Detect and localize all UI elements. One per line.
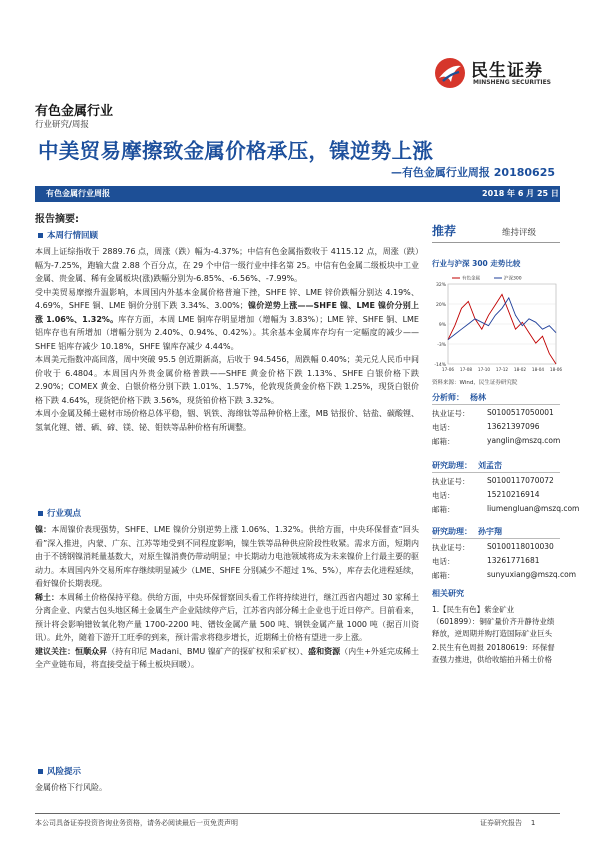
report-date: 2018 年 6 月 25 日: [482, 189, 559, 198]
divider: [432, 404, 560, 405]
analyst-info-row: 电话： 15210216914: [432, 490, 540, 500]
y-tick-label: -14%: [434, 363, 446, 368]
bullet-square-icon: [38, 511, 43, 516]
paragraph: 本周小金属及稀土磁材市场价格总体平稳，铟、钒铁、海绵钛等品种价格上涨，MB 钴报价、钴盐、碳酸锂、氢氧化锂、镨、硒、碲、镁、铋、钼铁等品种价格有所调整。: [35, 409, 419, 432]
bullet-square-icon: [38, 233, 43, 238]
x-tick-label: 18-04: [531, 367, 545, 372]
y-tick-label: 9%: [438, 323, 446, 328]
rating-main: 推荐: [432, 224, 457, 238]
paragraph: 稀土：本周稀土价格保持平稳。供给方面，中央环保督察回头看工作将持续进行，继江西省内超过 30 家稀土分离企业、内蒙古包头地区稀土金属生产企业陆续停产后，江苏省内部分稀土企业也于近日停产。目前看来，预计将会影响镨钕氧化物产量 1700-2200 吨、镨钕金属产量 500 吨、钢铁金属产量 1000 吨（据百川资讯）。此外，随着下游开工旺季的到来，预计需求将稳步增长，近期稀土价格有望进一步上涨。: [35, 592, 419, 642]
series-line-0: [448, 294, 556, 364]
divider: [432, 472, 560, 473]
analyst-info-row: 邮箱： liumengluan@mszq.com: [432, 504, 580, 514]
analyst-heading: 分析师： 杨林: [432, 393, 486, 402]
y-tick-label: -3%: [437, 343, 446, 348]
paragraph: 本周上证综指收于 2889.76 点，周涨（跌）幅为-4.37%；中信有色金属指数收于 4115.12 点，周涨（跌）幅为-7.25%，跑输大盘 2.88 个百分点，在 29 个中信一级行业中排名第 25。中信有色金属二级板块中工业金属、贵金属、稀有金属板块(涨)跌幅分别为-6.85%、-6.56%、-7.99%。: [35, 247, 419, 283]
report-type: 行业研究/周报: [35, 120, 89, 130]
section-body-views: [35, 523, 419, 672]
paragraph: 金属价格下行风险。: [35, 783, 107, 792]
x-tick-label: 18-02: [513, 367, 527, 372]
paragraph: 本周美元指数冲高回落，周中突破 95.5 创近期新高，后收于 94.5456，周跌幅 0.40%；美元兑人民币中间价收于 6.4804。本周国内外贵金属价格普跌——SHFE 黄金价格下跌 1.13%、SHFE 白银价格下跌 2.90%；COMEX 黄金、白银价格分别下跌 1.01%、1.57%，伦敦现货黄金价格下跌 1.25%，现货白银价格下跌 4.64%，现货钯价格下跌 3.56%，现货铂价格下跌 3.32%。: [35, 355, 419, 405]
y-tick-label: 20%: [435, 303, 446, 308]
analyst-info-row: 执业证号： S0100117070072: [432, 476, 554, 486]
summary-label: 报告摘要:: [35, 214, 79, 225]
brand-name-en: MINSHENG SECURITIES: [473, 79, 551, 86]
x-tick-label: 18-06: [549, 367, 563, 372]
analyst-info-row: 电话： 13261771681: [432, 556, 540, 566]
chart-source: 资料来源：Wind，民生证券研究院: [432, 380, 518, 386]
brand-name-cn: 民生证券: [471, 61, 543, 81]
analyst-info-row: 邮箱： yanglin@mszq.com: [432, 436, 561, 446]
trend-chart: [432, 270, 563, 378]
paragraph: 建议关注：恒顺众昇（持有印尼 Madani、BMU 镍矿产的探矿权和采矿权）、盛和资源（内生+外延完成稀土全产业链布局，将直接受益于稀土板块回暖）。: [35, 646, 420, 669]
related-item: 1.【民生有色】紫金矿业（601899）：铜矿量价齐升静待业绩释放，逆周期并购打造国际矿业巨头: [432, 605, 555, 638]
analyst-info-row: 执业证号： S0100517050001: [432, 408, 554, 418]
section-heading-views: 行业观点: [38, 507, 81, 519]
banner-left-text: 有色金属行业周报: [46, 189, 110, 198]
analyst-info-row: 执业证号： S0100118010030: [432, 542, 554, 552]
brand-logo: [433, 52, 558, 94]
report-subtitle: —有色金属行业周报 20180625: [390, 166, 555, 179]
y-tick-label: 32%: [435, 283, 446, 288]
x-tick-label: 17-10: [477, 367, 491, 372]
footer-disclaimer: 本公司具备证券投资咨询业务资格，请务必阅读最后一页免责声明: [35, 819, 238, 827]
page-number: 1: [530, 819, 536, 827]
section-body-review: [35, 245, 419, 434]
industry-label: 有色金属行业: [35, 104, 114, 119]
analyst-heading: 研究助理： 孙宇翔: [432, 527, 502, 536]
related-item: 2.民生有色周报 20180619：环保督查强力推进，供给收缩拍升稀土价格: [432, 643, 555, 664]
rating-sub: 维持评级: [502, 228, 537, 238]
x-tick-label: 17-12: [495, 367, 509, 372]
x-tick-label: 17-08: [459, 367, 473, 372]
divider: [432, 538, 560, 539]
related-heading: 相关研究: [432, 589, 464, 598]
paragraph: 镍：本周镍价表现强势，SHFE、LME 镍价分别逆势上涨 1.06%、1.32%。供给方面，中央环保督查“回头看”深入推进，内蒙、广东、江苏等地受到不同程度影响，镍生铁等品种供应阶段性收紧。需求方面，短期内由于不锈钢镍消耗量基数大，对原生镍消费仍带动明显；中长期动力电池领域将成为未来镍价上行最主要的驱动力。本周国内外交易所库存继续明显减少（LME、SHFE 分别减少不超过 1%、5%），库存去化进程延续，看好镍价长期表现。: [35, 525, 419, 588]
chart-title: 行业与沪深 300 走势比较: [432, 259, 521, 268]
section-heading-risk: 风险提示: [38, 765, 81, 777]
logo-icon: [433, 56, 467, 90]
paragraph: 受中美贸易摩擦升温影响，本周国内外基本金属价格普遍下挫，SHFE 锌、LME 锌价跌幅分别达 4.19%、4.69%，SHFE 铜、LME 铜价分别下跌 3.34%、3.00%；镍价逆势上涨——SHFE 镍、LME 镍价分别上涨 1.06%、1.32%。库存方面，本周 LME 铜库存明显增加（增幅为 3.83%）；LME 锌、SHFE 铜、LME 铝库存也有所增加（增幅分别为 2.40%、0.94%、0.42%）。其余基本金属库存均有一定幅度的减少——SHFE 铝库存减少 10.18%，SHFE 镍库存减少 4.44%。: [35, 287, 419, 351]
analyst-heading: 研究助理： 刘孟峦: [432, 461, 502, 470]
section-heading-review: 本周行情回顾: [38, 229, 98, 241]
report-title: 中美贸易摩擦致金属价格承压，镍逆势上涨: [38, 139, 434, 163]
section-body-risk: [35, 781, 419, 795]
footer-divider: [35, 813, 560, 814]
divider: [432, 242, 560, 243]
footer-label: 证券研究报告 1: [480, 819, 536, 827]
bullet-square-icon: [38, 769, 43, 774]
x-tick-label: 17-06: [441, 367, 455, 372]
analyst-info-row: 电话： 13621397096: [432, 422, 540, 432]
analyst-info-row: 邮箱： sunyuxiang@mszq.com: [432, 570, 577, 580]
legend-label: 有色金属: [462, 276, 480, 282]
legend-label: 沪深300: [504, 276, 522, 282]
